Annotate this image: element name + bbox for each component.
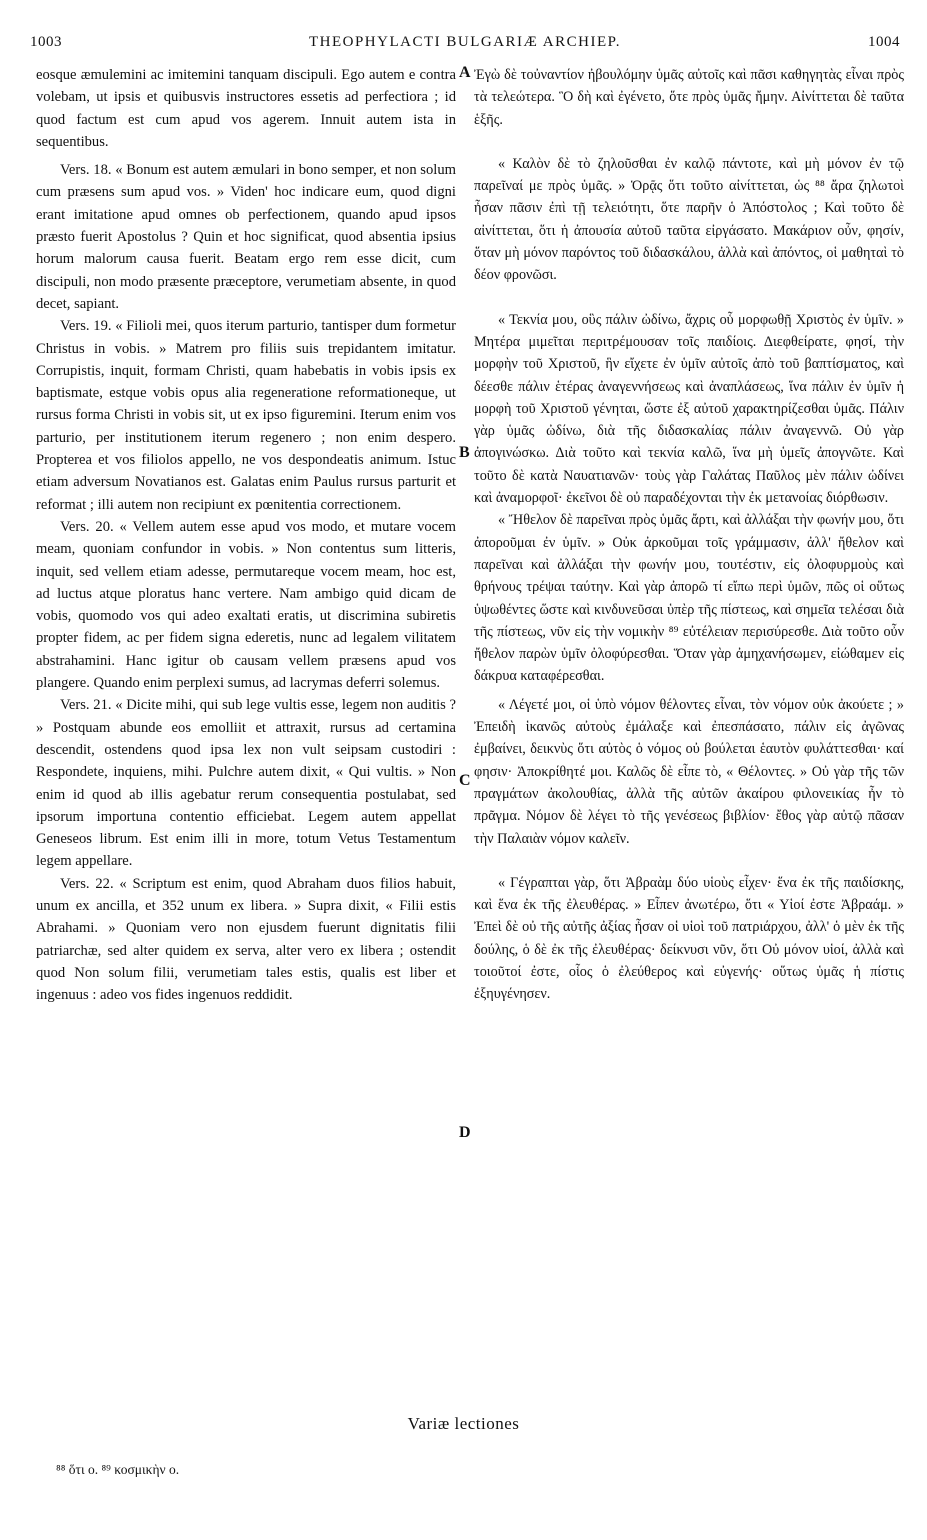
- running-title: THEOPHYLACTI BULGARIÆ ARCHIEP.: [308, 34, 622, 50]
- greek-column: [474, 64, 904, 1006]
- greek-paragraph: « Καλὸν δὲ τὸ ζηλοῦσθαι ἐν καλῷ πάντοτε, καὶ μὴ μόνον ἐν τῷ παρεῖναί με πρὸς ὑμᾶς. » Ὁρᾷς ὅτι τοῦτο αἰνίττεται, ὡς ⁸⁸ ἄρα ζηλωτοὶ ἦσαν πᾶσιν ἐπὶ τῇ τελειότητι, ὅτε παρῆν ὁ Ἀπόστολος ; Καὶ τοῦτο δὲ αἰνίττεται, ὅτι ἡ ἀπουσία αὐτοῦ ταῦτα εἰργάσατο. Μακάριον οὖν, φησίν, ὅταν μὴ μόνον παρόντος τοῦ διδασκάλου, ἀλλὰ καὶ ἀπόντος, οἱ μαθηταὶ τὸ δέον φρονῶσι.: [474, 155, 904, 284]
- margin-letter-a: A: [459, 64, 471, 81]
- margin-letter-b: B: [459, 444, 470, 461]
- greek-paragraph: Ἐγὼ δὲ τοὐναντίον ἠβουλόμην ὑμᾶς αὐτοῖς καὶ πᾶσι καθηγητὰς εἶναι πρὸς τὰ τελεώτερα. Ὃ δὴ καὶ ἐγένετο, ὅτε πρὸς ὑμᾶς ἤμην. Αἰνίττεται δὲ ταῦτα ἑξῆς.: [474, 67, 904, 128]
- latin-paragraph: Vers. 20. « Vellem autem esse apud vos modo, et mutare vocem meam, quoniam confundor in vobis. » Non contentus sum litteris, inquit, sed vellem etiam adesse, permutareque vocem meam, hoc est, ad luctus atque ploratus hanc vertere. Nam ambigo quid dicam de vobis, quomodo vos qui adeo exaltati eratis, ut discrimina subiretis propter fidem, ac per fidem signa ederetis, nunc ad legalem vilitatem abstrahamini. Hanc igitur ob causam vellem præsens apud vos plangere. Quando enim perplexi sumus, ad lacrymas deferri solemus.: [36, 518, 456, 692]
- page-number-left: 1003: [30, 34, 62, 50]
- running-header: [30, 34, 900, 56]
- latin-column: [36, 64, 456, 1006]
- latin-paragraph: Vers. 22. « Scriptum est enim, quod Abraham duos filios habuit, unum ex ancilla, et 352 unum ex libera. » Supra dixit, « Filii estis Abrahami. » Quoniam vero non ejusdem fuerunt dignitatis filii patriarchæ, sed alter quidem ex serva, alter vero ex libera ; ostendit quod Non solum filii, verumetiam tales estis, qualis est liber et ingenuus : adeo vos fides ingenuos reddidit.: [36, 875, 456, 1004]
- variae-lectiones-notes: ⁸⁸ ὅτι ο. ⁸⁹ κοσμικὴν ο.: [56, 1462, 180, 1477]
- greek-paragraph: « Ἤθελον δὲ παρεῖναι πρὸς ὑμᾶς ἄρτι, καὶ ἀλλάξαι τὴν φωνήν μου, ὅτι ἀποροῦμαι ἐν ὑμῖν. » Οὐκ ἀρκοῦμαι τοῖς γράμμασιν, ἀλλ' ἤθελον καὶ παρεῖναι καὶ ἀλλάξαι τὴν φωνήν μου, τουτέστιν, εἰς ὀλοφυρμοὺς καὶ θρήνους τρέψαι ταύτην. Καὶ γὰρ ἀπορῶ τί εἴπω περὶ ὑμῶν, πῶς οἱ οὕτως ὑψωθέντες ὥστε καὶ κινδυνεῦσαι ὑπὲρ τῆς πίστεως, καὶ σημεῖα τελέσαι διὰ τῆς πίστεως, νῦν εἰς τὴν νομικὴν ⁸⁹ εὐτέλειαν περισύρεσθε. Διὰ τοῦτο οὖν ἤθελον παρὼν ὑμῖν ὀλοφύρεσθαι. Ὅταν γὰρ ἀμηχανήσωμεν, εἰώθαμεν εἰς δάκρυα καταφέρεσθαι.: [474, 512, 904, 685]
- variae-lectiones-heading: Variæ lectiones: [407, 1414, 520, 1433]
- page-number-right: 1004: [868, 34, 900, 50]
- latin-paragraph: Vers. 18. « Bonum est autem æmulari in bono semper, et non solum cum præsens sum apud vos. » Viden' hoc indicare eum, quod digni erant imitatione apud omnes ob perfectionem, quando apud ipsos præsto fuerit Apostolus ? Quin et hoc significat, quod absentia ipsius horum malorum causa fuerit. Beatam ergo rem esse dicit, cum discipuli, non modo præsente præceptore, verumetiam absente, in quod decet, sapiant.: [36, 162, 456, 312]
- latin-paragraph: eosque æmulemini ac imitemini tanquam discipuli. Ego autem e contra volebam, ut ipsis et quibusvis instructores essetis ad perfectiora ; id quod factum est cum apud vos agerem. Innuit autem ista in sequentibus.: [36, 67, 456, 150]
- margin-letter-c: C: [459, 772, 471, 789]
- greek-paragraph: « Τεκνία μου, οὓς πάλιν ὠδίνω, ἄχρις οὗ μορφωθῇ Χριστὸς ἐν ὑμῖν. » Μητέρα μιμεῖται περιτρέμουσαν τοῖς παιδίοις. Διεφθείρατε, φησί, τὴν μορφὴν τοῦ Χριστοῦ, ἣν εἴχετε ἐν ὑμῖν αὐτοῖς ἀπὸ τοῦ βαπτίσματος, καὶ δέεσθε πάλιν ἑτέρας ἀναγεννήσεως καὶ ἀναπλάσεως, ἵνα πάλιν ἐν ὑμῖν ἡ μορφὴ τοῦ Χριστοῦ γένηται, ὥστε ἐξ αὐτοῦ χαρακτηρίζεσθαι ὑμᾶς. Πάλιν γὰρ ὑμᾶς ὠδίνω, διὰ τῆς διδασκαλίας πάλιν ἀναγεννῶ. Οὐ γὰρ ἀπογινώσκω. Διὰ τοῦτο καὶ τεκνία καλῶ, ἵνα μὴ ὑμεῖς ἀπογνῶτε. Καὶ τοῦτο δὲ κατὰ Ναυατιανῶν· τοὺς γὰρ Γαλάτας Παῦλος μὲν πάλιν ὠδίνει καὶ ἀναμορφοῖ· ἐκεῖνοι δὲ οὐ παραδέχονται τὴν ἐκ μετανοίας διόρθωσιν.: [474, 311, 904, 507]
- margin-letter-d: D: [459, 1124, 471, 1141]
- latin-paragraph: Vers. 19. « Filioli mei, quos iterum parturio, tantisper dum formetur Christus in vobis. » Matrem pro filiis suis trepidantem imitatur. Corrupistis, inquit, formam Christi, quam habebatis in vobis ipsis ex baptismate, estque vobis opus alia regeneratione reformationeque, ut rursus forma Christi in vobis sit, ut ex ipso figuremini. Iterum enim vos parturio, per institutionem iterum regenero ; non enim despero. Propterea et vos filiolos appello, ne vos despondeatis animum. Istuc etiam adversum Novatianos est. Galatas enim Paulus rursus parturit et reformat ; illi autem non recipiunt ex pœnitentia correctionem.: [36, 318, 456, 513]
- latin-paragraph: Vers. 21. « Dicite mihi, qui sub lege vultis esse, legem non auditis ? » Postquam abunde eos emolliit et attraxit, rursus ad certamina descendit, ostendens quod ipsa lex non vult seipsam custodiri : Respondete, inquiens, mihi. Pulchre autem dixit, « Qui vultis. » Non enim id quod ab illis agebatur rerum consequentia postulabat, sed ipsorum importuna contentio efficiebat. Legem autem appellat Geneseos librum. Est enim illi in more, totum Vetus Testamentum legem appellare.: [36, 697, 456, 870]
- greek-paragraph: « Λέγετέ μοι, οἱ ὑπὸ νόμον θέλοντες εἶναι, τὸν νόμον οὐκ ἀκούετε ; » Ἐπειδὴ ἱκανῶς αὐτοὺς ἐμάλαξε καὶ ἐπεσπάσατο, πάλιν εἰς ἀγῶνας ἐμβαίνει, δεικνὺς ὅτι αὐτὸς ὁ νόμος οὐ βούλεται ἑαυτὸν φυλάττεσθαι· καί φησιν· Ἀποκρίθητέ μοι. Καλῶς δὲ εἶπε τὸ, « Θέλοντες. » Οὐ γὰρ τῆς τῶν πραγμάτων ἀκολουθίας, ἀλλὰ τῆς αὐτῶν ἀκαίρου φιλονεικίας ἦν τὸ πρᾶγμα. Νόμον δὲ λέγει τὸ τῆς γενέσεως βιβλίον· ἔθος γὰρ αὐτῷ πᾶσαν τὴν Παλαιὰν νόμον καλεῖν.: [474, 696, 904, 847]
- greek-paragraph: « Γέγραπται γὰρ, ὅτι Ἀβραὰμ δύο υἱοὺς εἶχεν· ἕνα ἐκ τῆς παιδίσκης, καὶ ἕνα ἐκ τῆς ἐλευθέρας. » Εἶπεν ἀνωτέρω, ὅτι « Υἱοί ἐστε Ἀβραάμ. » Ἐπεὶ δὲ οὐ τῆς αὐτῆς ἀξίας ἦσαν οἱ υἱοὶ τοῦ πατριάρχου, ἀλλ' ὁ μὲν ἐκ τῆς δούλης, ὁ δὲ ἐκ τῆς ἐλευθέρας· δείκνυσι νῦν, ὅτι Οὐ μόνον υἱοί, ἀλλὰ καὶ τοιοῦτοί ἐστε, οἷος ὁ ἐλεύθερος καὶ εὐγενής· οὕτως ὑμᾶς ἡ πίστις ἐξηυγένησεν.: [474, 874, 904, 1003]
